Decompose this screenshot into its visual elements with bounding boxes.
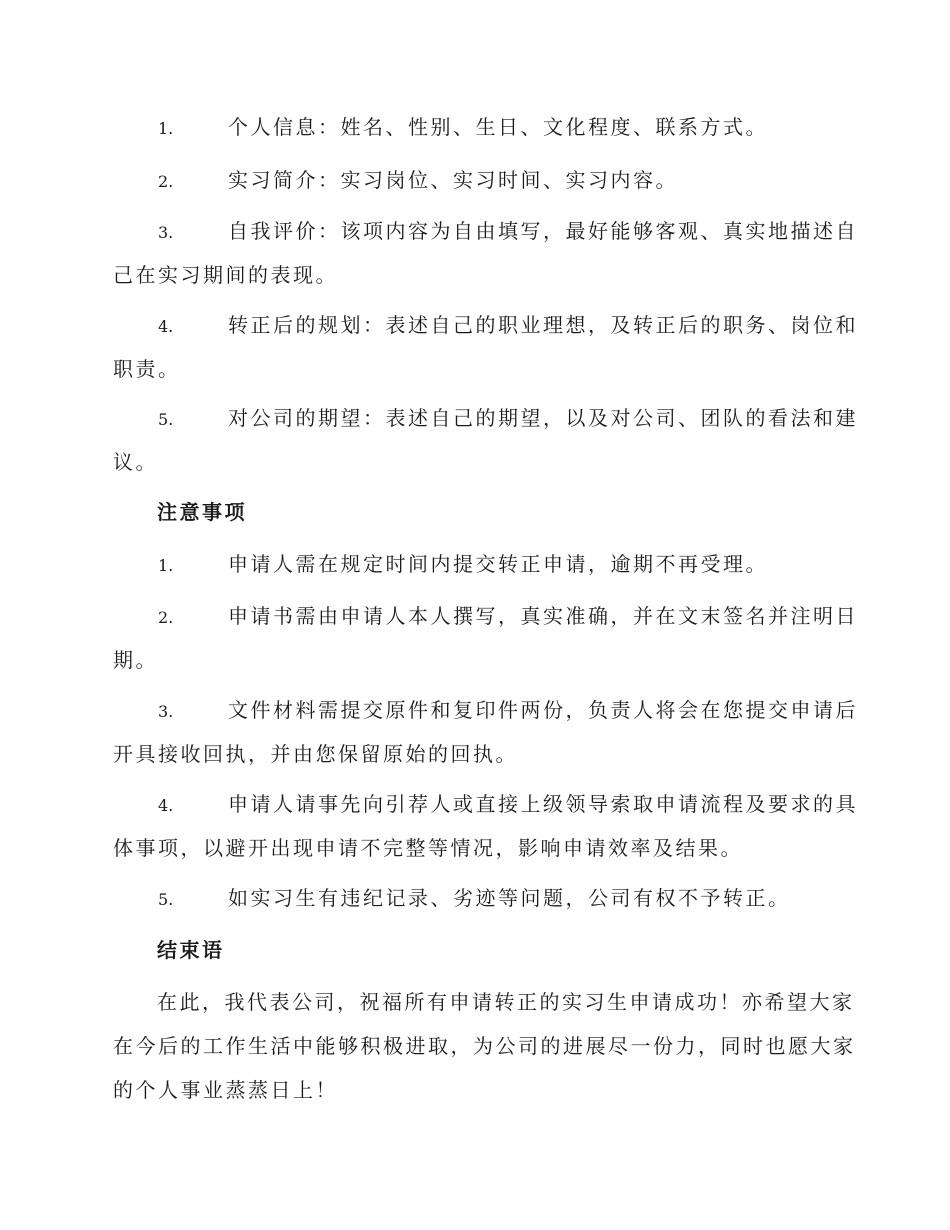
list-text: 转正后的规划：表述自己的职业理想，及转正后的职务、岗位和 bbox=[228, 313, 858, 337]
info-item-2 bbox=[113, 158, 833, 202]
list-number: 5. bbox=[158, 410, 174, 429]
list-text: 申请人需在规定时间内提交转正申请，逾期不再受理。 bbox=[228, 552, 768, 576]
info-item-3 bbox=[113, 209, 858, 297]
list-number: 2. bbox=[158, 172, 174, 191]
list-text: 申请书需由申请人本人撰写，真实准确，并在文末签名并注明日 bbox=[228, 604, 858, 628]
list-text: 个人信息：姓名、性别、生日、文化程度、联系方式。 bbox=[228, 115, 768, 139]
notes-item-1 bbox=[113, 542, 833, 586]
section-heading-closing: 结束语 bbox=[157, 938, 225, 962]
list-number: 5. bbox=[158, 890, 174, 909]
section-heading-notes: 注意事项 bbox=[157, 500, 247, 524]
list-number: 4. bbox=[158, 317, 174, 336]
list-text-continued: 体事项，以避开出现申请不完整等情况，影响申请效率及结果。 bbox=[113, 836, 743, 860]
list-text: 自我评价：该项内容为自由填写，最好能够客观、真实地描述自 bbox=[228, 219, 858, 243]
list-number: 1. bbox=[158, 556, 174, 575]
notes-item-3 bbox=[113, 688, 858, 776]
list-text: 实习简介：实习岗位、实习时间、实习内容。 bbox=[228, 168, 678, 192]
closing-paragraph bbox=[113, 980, 856, 1112]
paragraph-line: 的个人事业蒸蒸日上！ bbox=[113, 1078, 338, 1102]
notes-item-4 bbox=[113, 782, 858, 870]
list-text: 对公司的期望：表述自己的期望，以及对公司、团队的看法和建 bbox=[228, 406, 858, 430]
list-text-continued: 期。 bbox=[113, 648, 158, 672]
info-item-5 bbox=[113, 396, 858, 484]
list-number: 1. bbox=[158, 119, 174, 138]
list-text-continued: 职责。 bbox=[113, 357, 181, 381]
info-item-4 bbox=[113, 303, 858, 391]
list-text-continued: 议。 bbox=[113, 450, 158, 474]
info-item-1 bbox=[113, 105, 833, 149]
list-number: 4. bbox=[158, 796, 174, 815]
list-text: 申请人请事先向引荐人或直接上级领导索取申请流程及要求的具 bbox=[228, 792, 858, 816]
notes-item-5 bbox=[113, 876, 833, 920]
notes-item-2 bbox=[113, 594, 858, 682]
list-number: 2. bbox=[158, 608, 174, 627]
paragraph-line: 在此，我代表公司，祝福所有申请转正的实习生申请成功！亦希望大家 bbox=[157, 990, 855, 1014]
list-text: 如实习生有违纪记录、劣迹等问题，公司有权不予转正。 bbox=[228, 886, 791, 910]
paragraph-line: 在今后的工作生活中能够积极进取，为公司的进展尽一份力，同时也愿大家 bbox=[113, 1034, 856, 1058]
list-text-continued: 己在实习期间的表现。 bbox=[113, 263, 338, 287]
list-number: 3. bbox=[158, 223, 174, 242]
list-text: 文件材料需提交原件和复印件两份，负责人将会在您提交申请后 bbox=[228, 698, 858, 722]
list-number: 3. bbox=[158, 702, 174, 721]
list-text-continued: 开具接收回执，并由您保留原始的回执。 bbox=[113, 742, 518, 766]
